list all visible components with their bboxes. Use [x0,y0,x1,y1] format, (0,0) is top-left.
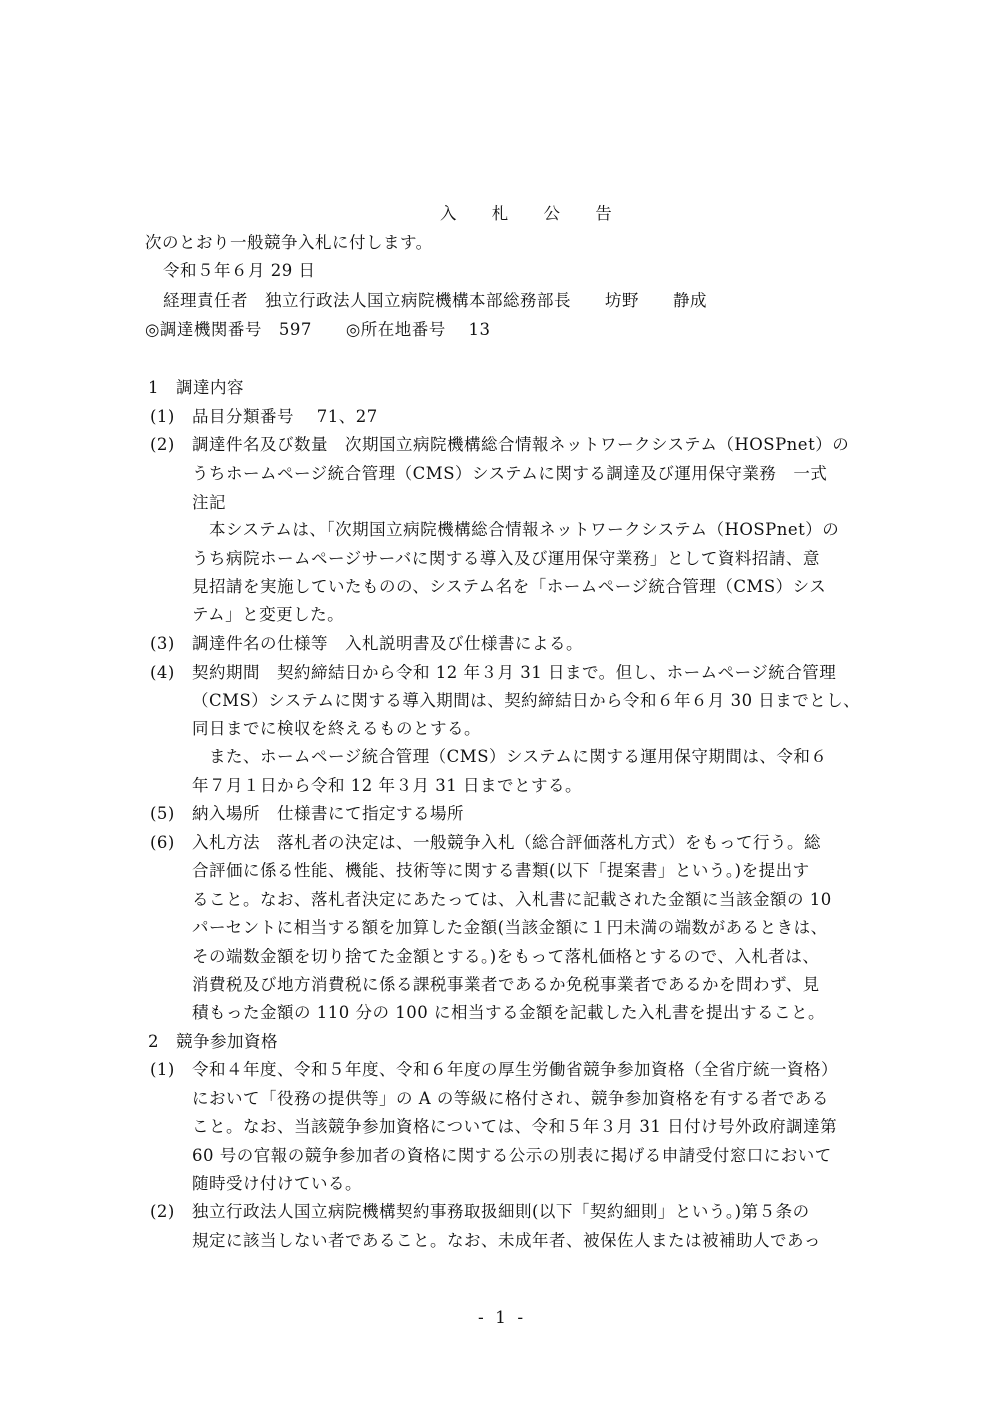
intro-text: 次のとおり一般競争入札に付します。 [145,233,433,252]
item-text: うち病院ホームページサーバに関する導入及び運用保守業務」として資料招請、意 [192,549,820,568]
item-text: 契約期間 契約締結日から令和 12 年３月 31 日まで。但し、ホームページ統合管理 [192,663,837,682]
item-number: (2) [150,1202,175,1221]
item-text: パーセントに相当する額を加算した金額(当該金額に１円未満の端数があるときは、 [192,918,828,937]
item-number: (4) [150,663,175,682]
item-text: こと。なお、当該競争参加資格については、令和５年３月 31 日付け号外政府調達第 [192,1117,838,1136]
item-text: 同日までに検収を終えるものとする。 [192,719,481,738]
official-name: 経理責任者 独立行政法人国立病院機構本部総務部長 坊野 静成 [163,291,707,310]
item-text: 品目分類番号 71、27 [192,407,378,426]
item-number: (2) [150,435,175,454]
item-text: 令和４年度、令和５年度、令和６年度の厚生労働省競争参加資格（全省庁統一資格） [192,1060,838,1079]
item-number: (1) [150,1060,175,1079]
notice-date: 令和５年６月 29 日 [163,261,316,280]
item-number: (3) [150,634,175,653]
agency-codes: ◎調達機関番号 597 ◎所在地番号 13 [145,320,491,339]
item-text: 本システムは、「次期国立病院機構総合情報ネットワークシステム（HOSPnet）の [192,520,840,539]
section-heading: 1 調達内容 [148,378,244,397]
item-text: 見招請を実施していたものの、システム名を「ホームページ統合管理（CMS）シス [192,577,827,596]
item-text: 年７月１日から令和 12 年３月 31 日までとする。 [192,776,582,795]
section-heading: 2 競争参加資格 [148,1032,278,1051]
item-text: ること。なお、落札者決定にあたっては、入札書に記載された金額に当該金額の 10 [192,890,832,909]
item-text: 消費税及び地方消費税に係る課税事業者であるか免税事業者であるかを問わず、見 [192,975,820,994]
item-text: 注記 [192,493,226,512]
item-number: (1) [150,407,175,426]
item-text: 入札方法 落札者の決定は、一般競争入札（総合評価落札方式）をもって行う。総 [192,833,821,852]
item-text: 60 号の官報の競争参加者の資格に関する公示の別表に掲げる申請受付窓口において [192,1146,832,1165]
item-text: その端数金額を切り捨てた金額とする。)をもって落札価格とするので、入札者は、 [192,947,820,966]
item-text: また、ホームページ統合管理（CMS）システムに関する運用保守期間は、令和６ [192,747,828,766]
item-text: テム」と変更した。 [192,605,345,624]
item-text: うちホームページ統合管理（CMS）システムに関する調達及び運用保守業務 一式 [192,464,828,483]
item-text: 調達件名の仕様等 入札説明書及び仕様書による。 [192,634,583,653]
item-text: 独立行政法人国立病院機構契約事務取扱細則(以下「契約細則」という。)第５条の [192,1202,810,1221]
item-text: 規定に該当しない者であること。なお、未成年者、被保佐人または被補助人であっ [192,1231,821,1250]
document-title: 入 札 公 告 [440,204,627,223]
item-text: において「役務の提供等」の A の等級に格付され、競争参加資格を有する者である [192,1089,829,1108]
item-text: 積もった金額の 110 分の 100 に相当する金額を記載した入札書を提出すること。 [192,1003,825,1022]
page-number: - 1 - [478,1308,527,1328]
item-text: 合評価に係る性能、機能、技術等に関する書類(以下「提案書」という。)を提出す [192,861,810,880]
item-text: 随時受け付けている。 [192,1174,362,1193]
item-number: (5) [150,804,175,823]
item-text: （CMS）システムに関する導入期間は、契約締結日から令和６年６月 30 日までとし、 [192,691,861,710]
item-text: 納入場所 仕様書にて指定する場所 [192,804,464,823]
item-text: 調達件名及び数量 次期国立病院機構総合情報ネットワークシステム（HOSPnet）の [192,435,850,454]
item-number: (6) [150,833,175,852]
